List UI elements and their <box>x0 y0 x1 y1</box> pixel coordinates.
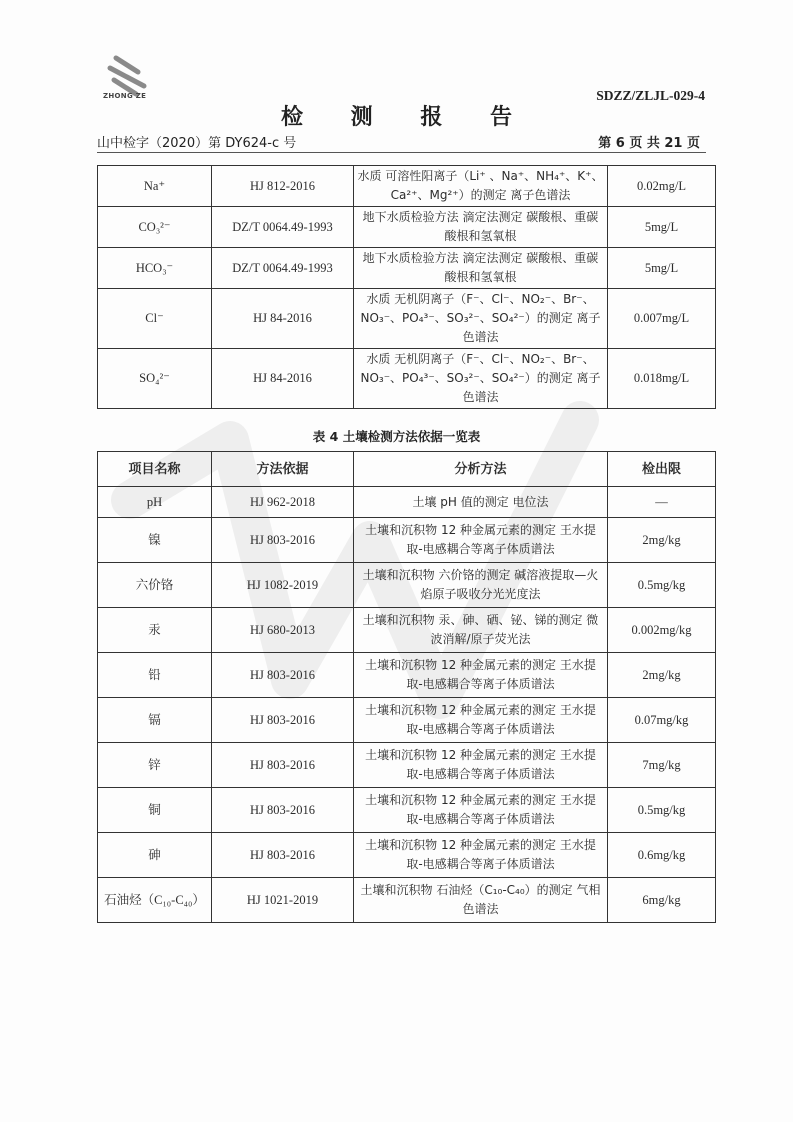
standard-cell: HJ 803-2016 <box>212 653 354 698</box>
table-caption: 表 4 土壤检测方法依据一览表 <box>312 429 481 444</box>
item-cell: 镍 <box>98 518 212 563</box>
water-method-table <box>97 165 716 409</box>
table-row <box>98 248 716 289</box>
method-cell: 土壤 pH 值的测定 电位法 <box>354 487 608 518</box>
item-cell: Na⁺ <box>98 166 212 207</box>
limit-cell: 0.018mg/L <box>608 349 716 409</box>
table-row <box>98 518 716 563</box>
table-row <box>98 698 716 743</box>
item-cell: 锌 <box>98 743 212 788</box>
page-indicator: 第 6 页 共 21 页 <box>598 136 700 151</box>
method-cell: 土壤和沉积物 12 种金属元素的测定 王水提取-电感耦合等离子体质谱法 <box>354 698 608 743</box>
table-row <box>98 487 716 518</box>
method-cell: 土壤和沉积物 12 种金属元素的测定 王水提取-电感耦合等离子体质谱法 <box>354 653 608 698</box>
method-cell: 土壤和沉积物 12 种金属元素的测定 王水提取-电感耦合等离子体质谱法 <box>354 833 608 878</box>
standard-cell: DZ/T 0064.49-1993 <box>212 207 354 248</box>
method-cell: 土壤和沉积物 汞、砷、硒、铋、锑的测定 微波消解/原子荧光法 <box>354 608 608 653</box>
limit-cell: 6mg/kg <box>608 878 716 923</box>
table-row <box>98 788 716 833</box>
item-cell: CO₃²⁻ <box>98 207 212 248</box>
item-cell: SO₄²⁻ <box>98 349 212 409</box>
item-cell: Cl⁻ <box>98 289 212 349</box>
table-row <box>98 653 716 698</box>
standard-cell: HJ 803-2016 <box>212 788 354 833</box>
item-cell: 石油烃（C₁₀-C₄₀） <box>98 878 212 923</box>
item-cell: 六价铬 <box>98 563 212 608</box>
item-cell: 铜 <box>98 788 212 833</box>
item-cell: 铅 <box>98 653 212 698</box>
method-cell: 土壤和沉积物 石油烃（C₁₀-C₄₀）的测定 气相色谱法 <box>354 878 608 923</box>
method-cell: 水质 无机阴离子（F⁻、Cl⁻、NO₂⁻、Br⁻、NO₃⁻、PO₄³⁻、SO₃²⁻、SO₄²⁻）的测定 离子色谱法 <box>354 349 608 409</box>
method-cell: 地下水质检验方法 滴定法测定 碳酸根、重碳酸根和氢氧根 <box>354 248 608 289</box>
table-row <box>98 289 716 349</box>
method-cell: 土壤和沉积物 12 种金属元素的测定 王水提取-电感耦合等离子体质谱法 <box>354 743 608 788</box>
standard-cell: HJ 803-2016 <box>212 743 354 788</box>
limit-cell: 2mg/kg <box>608 518 716 563</box>
table-row <box>98 608 716 653</box>
standard-cell: HJ 812-2016 <box>212 166 354 207</box>
limit-cell: 0.002mg/kg <box>608 608 716 653</box>
standard-cell: HJ 1082-2019 <box>212 563 354 608</box>
limit-cell: 2mg/kg <box>608 653 716 698</box>
table-row <box>98 166 716 207</box>
standard-cell: HJ 84-2016 <box>212 289 354 349</box>
soil-method-table <box>97 451 716 923</box>
column-header-standard: 方法依据 <box>212 452 354 487</box>
column-header-item: 项目名称 <box>98 452 212 487</box>
item-cell: pH <box>98 487 212 518</box>
limit-cell: 0.07mg/kg <box>608 698 716 743</box>
limit-cell: 5mg/L <box>608 207 716 248</box>
method-cell: 土壤和沉积物 六价铬的测定 碱溶液提取—火焰原子吸收分光光度法 <box>354 563 608 608</box>
table-row <box>98 833 716 878</box>
item-cell: 砷 <box>98 833 212 878</box>
table-row <box>98 878 716 923</box>
method-cell: 水质 无机阴离子（F⁻、Cl⁻、NO₂⁻、Br⁻、NO₃⁻、PO₄³⁻、SO₃²⁻、SO₄²⁻）的测定 离子色谱法 <box>354 289 608 349</box>
table-header-row <box>98 452 716 487</box>
standard-cell: HJ 962-2018 <box>212 487 354 518</box>
limit-cell: 0.5mg/kg <box>608 788 716 833</box>
standard-cell: HJ 680-2013 <box>212 608 354 653</box>
method-cell: 土壤和沉积物 12 种金属元素的测定 王水提取-电感耦合等离子体质谱法 <box>354 788 608 833</box>
column-header-limit: 检出限 <box>608 452 716 487</box>
limit-cell: 0.007mg/L <box>608 289 716 349</box>
item-cell: 镉 <box>98 698 212 743</box>
standard-cell: HJ 803-2016 <box>212 518 354 563</box>
page-title: 检 测 报 告 <box>281 105 532 130</box>
logo-text: ZHONG ZE <box>103 92 147 100</box>
limit-cell: 5mg/L <box>608 248 716 289</box>
limit-cell: 0.5mg/kg <box>608 563 716 608</box>
table-row <box>98 563 716 608</box>
method-cell: 水质 可溶性阳离子（Li⁺ 、Na⁺、NH₄⁺、K⁺、Ca²⁺、Mg²⁺）的测定 离子色谱法 <box>354 166 608 207</box>
method-cell: 地下水质检验方法 滴定法测定 碳酸根、重碳酸根和氢氧根 <box>354 207 608 248</box>
column-header-method: 分析方法 <box>354 452 608 487</box>
table-row <box>98 743 716 788</box>
table-row <box>98 207 716 248</box>
item-cell: HCO₃⁻ <box>98 248 212 289</box>
standard-cell: DZ/T 0064.49-1993 <box>212 248 354 289</box>
item-cell: 汞 <box>98 608 212 653</box>
report-header-line <box>97 132 706 153</box>
method-cell: 土壤和沉积物 12 种金属元素的测定 王水提取-电感耦合等离子体质谱法 <box>354 518 608 563</box>
standard-cell: HJ 84-2016 <box>212 349 354 409</box>
document-code: SDZZ/ZLJL-029-4 <box>596 88 705 103</box>
limit-cell: 0.6mg/kg <box>608 833 716 878</box>
limit-cell: 7mg/kg <box>608 743 716 788</box>
limit-cell: 0.02mg/L <box>608 166 716 207</box>
standard-cell: HJ 803-2016 <box>212 698 354 743</box>
report-number: 山中检字（2020）第 DY624-c 号 <box>97 136 297 151</box>
limit-cell: — <box>608 487 716 518</box>
standard-cell: HJ 803-2016 <box>212 833 354 878</box>
table-row <box>98 349 716 409</box>
standard-cell: HJ 1021-2019 <box>212 878 354 923</box>
